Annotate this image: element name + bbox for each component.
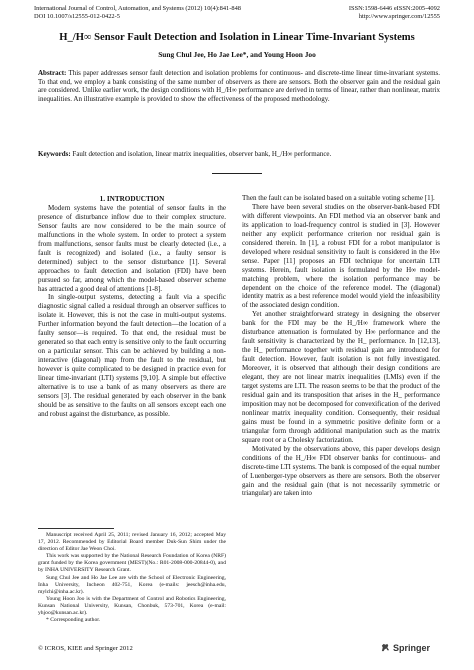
body-paragraph: There have been several studies on the observer-bank-based FDI with different viewpoints. An FDI method via an observer bank and its application to load-frequency control is studied in [3]. However neither any explicit performance criterion nor residual gain is considered therein. In [1], a robust FDI for a robot manipulator is developed where residual sensitivity to fault is considered in the H∞ sense. Paper [11] proposes an FDI technique for uncertain LTI systems. Herein, fault isolation is formulated by the H∞ model-matching problem, where the isolation performance may be dependent on the choice of the reference model. The (diagonal) identity matrix as a best reference model would yield the infeasibility of the associated design condition.	[242, 202, 440, 310]
publisher-name: Springer	[393, 643, 431, 653]
footnotes	[38, 532, 226, 624]
body-paragraph: Then the fault can be isolated based on a suitable voting scheme [1].	[242, 194, 435, 202]
issn: ISSN:1598-6446 eISSN:2005-4092	[348, 5, 440, 12]
keywords	[38, 150, 440, 159]
publisher-logo	[380, 642, 430, 653]
footnote: Sung Chul Jee and Ho Jae Lee are with the School of Electronic Engineering, Inha University, Incheon 402-751, Korea (e-mails: jeesch@inha.edu, mylchi@inha.ac.kr).	[38, 574, 226, 595]
body-paragraph: Yet another straightforward strategy in designing the observer bank for the FDI may be the H_/H∞ framework where the disturbance attenuation is formulated by H∞ performance and the fault sensitivity is characterized by the H_ performance. In [12,13], the H_ performance together with residual gain are introduced for fault detection. However, fault isolation is not fully investigated. Moreover, it is observed that although their design conditions are elegant, they are not linear matrix inequalities (LMIs) even if the target systems are LTI. The reason seems to be that the product of the residual gain and its transposition that arises in the H_ performance imposition may not be decomposed for convexification of the derived nonlinear matrix inequality condition. Consequently, their residual gains must be found in a symmetric positive definite form or a triangular form through additional manipulation such as the matrix square root or a Cholesky factorization.	[242, 310, 440, 444]
body-paragraph: Motivated by the observations above, this paper develops design conditions of the H_/H∞ FDI observer banks for continuous- and discrete-time LTI systems. The bank is composed of the equal number of Luenberger-type observers as there are sensors. Both the observer gain and the residual gain (that is not necessarily symmetric or triangular) are taken into	[242, 444, 440, 498]
doi: DOI 10.1007/s12555-012-0422-5	[34, 13, 120, 20]
journal-header-right	[315, 5, 440, 21]
copyright-notice: © ICROS, KIEE and Springer 2012	[38, 645, 133, 652]
body-paragraph: In single-output systems, detecting a fault via a specific diagnostic signal called a residual through an observer suffices to isolate it. However, this is not the case in multi-output systems. Further information beyond the fault detection—the location of a faulty sensor—is required. To that end, the residual must be generated so that each entry is sensitive only to the fault occurring on a particular sensor. This can be achieved by building a non-interactive (diagonal) map from the fault to the residual, but however is quite complicated to be designed in practice even for linear time-invariant (LTI) systems [9,10]. A simple but effective alternative is to use a bank of as many observers as there are sensors [3]. The residual generated by each observer in the bank should be as sensitive to the faults on all sensors except each one and robust against the disturbance, as possible.	[38, 293, 226, 418]
paper-title: H_/H∞ Sensor Fault Detection and Isolation in Linear Time-Invariant Systems	[59, 32, 415, 43]
left-column	[38, 195, 226, 419]
keywords-label: Keywords:	[38, 150, 71, 158]
abstract	[38, 69, 440, 104]
author-list: Sung Chul Jee, Ho Jae Lee*, and Young Hoon Joo	[158, 50, 316, 59]
body-paragraph: Modern systems have the potential of sensor faults in the presence of disturbance inflow due to their complex structure. Sensor faults are now considered to be the main source of malfunctions in the whole system. In order to protect a system from malfunctions, sensor faults must be clearly detected (i.e., a fault is recognized) and isolated (i.e., a faulty sensor is determined) subject to the sensor disturbance [1]. Several approaches to fault detection and isolation (FDI) have been pursued so far, among which the model-based observer scheme has attracted a good deal of attentions [1-8].	[38, 203, 226, 293]
section-heading: 1. INTRODUCTION	[99, 195, 165, 203]
right-column	[242, 194, 440, 498]
footnote: Young Hoon Joo is with the Department of Control and Robotics Engineering, Kunsan National University, Kunsan, Chonbuk, 573-701, Korea (e-mail: yhjoo@kunsan.ac.kr).	[38, 595, 226, 617]
springer-horse-icon	[380, 642, 391, 653]
journal-citation: International Journal of Control, Automation, and Systems (2012) 10(4):841-848	[34, 5, 241, 12]
journal-header-left	[34, 5, 241, 21]
keywords-text: Fault detection and isolation, linear matrix inequalities, observer bank, H_/H∞ performance.	[72, 150, 332, 158]
footnote: * Corresponding author.	[46, 617, 101, 624]
section-divider	[212, 173, 262, 174]
abstract-text: This paper addresses sensor fault detection and isolation problems for continuous- and discrete-time linear time-invariant systems. To that end, we employ a bank consisting of the same number of observers as there are sensors. Both the observer gain and the residual gain are considered. Unlike earlier work, the design conditions with H_/H∞ performance are derived in terms of linear, rather than nonlinear, matrix inequalities. An illustrative example is provided to show the effectiveness of the proposed methodology.	[38, 69, 440, 104]
footnote-divider	[38, 528, 114, 529]
footnote: This work was supported by the National Research Foundation of Korea (NRF) grant funded by the Korea government (MEST)(No.: R01-2008-000-20844-0), and by INHA UNIVERSITY Research Grant.	[38, 553, 226, 574]
abstract-label: Abstract:	[38, 69, 67, 77]
footnote: Manuscript received April 25, 2011; revised January 16, 2012; accepted May 17, 2012. Recommended by Editorial Board member Duk-Sun Shim under the direction of Editor Jae Weon Choi.	[38, 532, 226, 553]
journal-url[interactable]: http://www.springer.com/12555	[358, 13, 440, 20]
